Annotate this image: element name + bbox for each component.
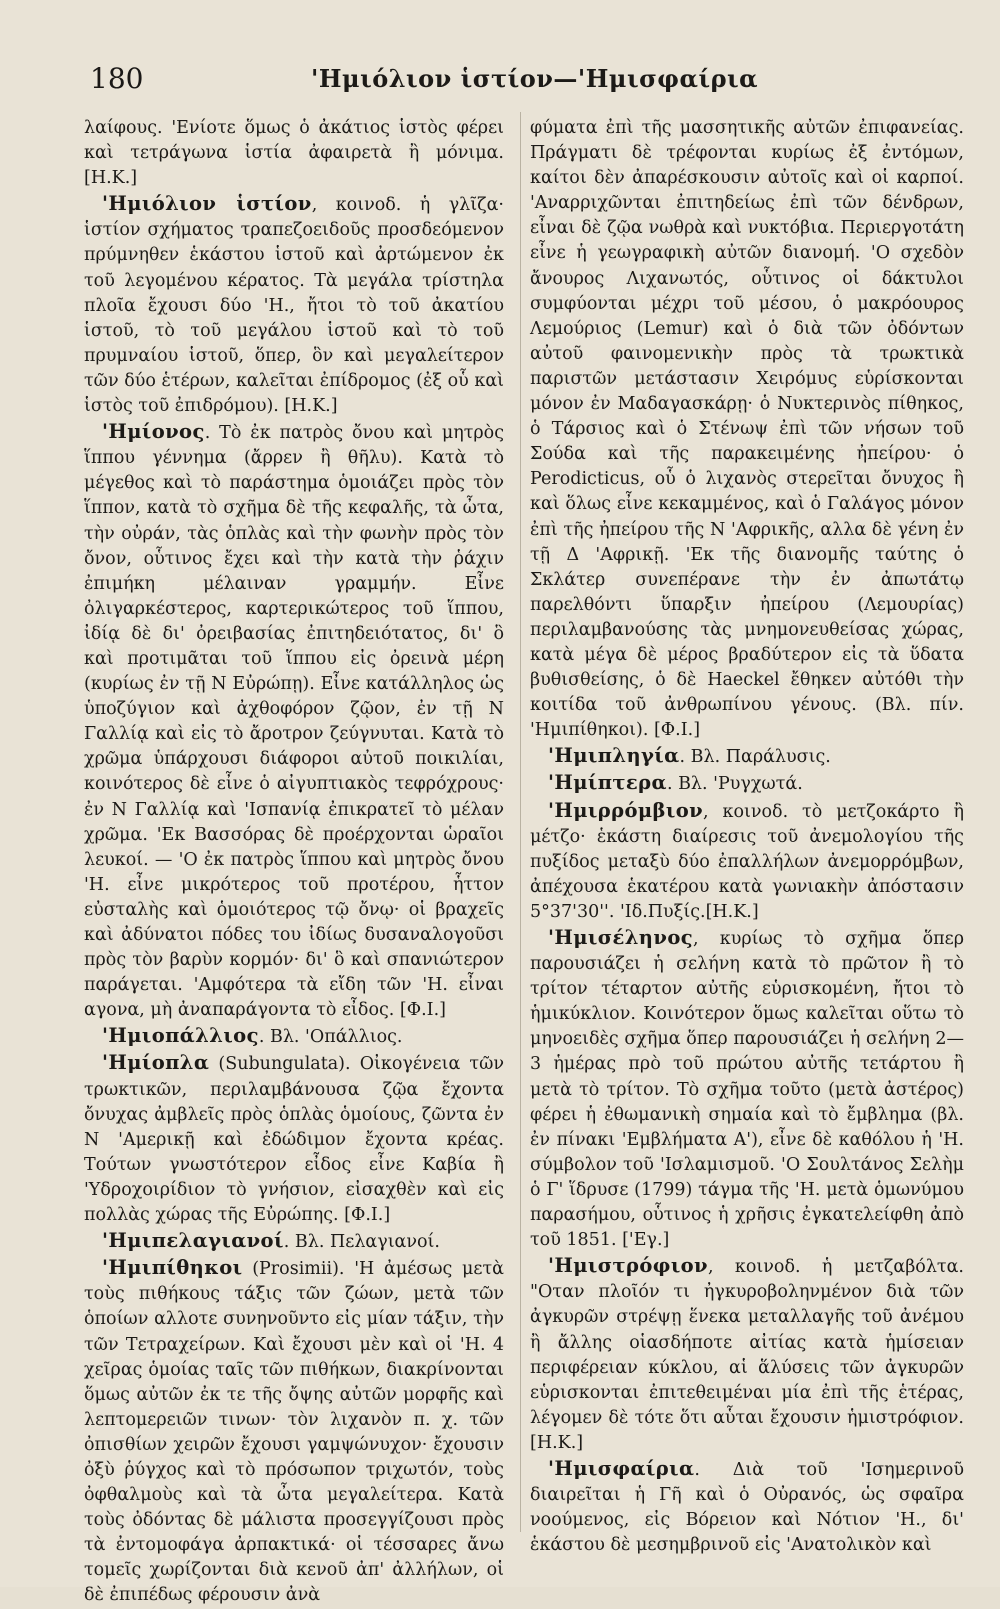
entry (84, 419, 504, 1023)
entry: λαίφους. 'Ενίοτε ὅμως ὁ ἀκάτιος ἱστὸς φέρει καὶ τετράγωνα ἱστία ἀφαιρετὰ ἢ μόνιμα. [Η.Κ.] (84, 118, 504, 189)
headword: 'Ημίονος (102, 420, 205, 444)
entry (84, 1050, 504, 1228)
entry-text: . Βλ. Πελαγιανοί. (283, 1232, 440, 1253)
entry-text: , κοινοδ. τὸ μετζοκάρτο ἢ μέτζο· ἑκάστη διαίρεσις τοῦ ἀνεμολογίου τῆς πυξίδος μεταξὺ δύο ἐπαλλήλων ἀνεμορρόμβων, ἀπέχουσα ἑκατέρου κατὰ γωνιακὴν ἀπόστασιν 5°37'30''. 'Ιδ.Πυξίς.[Η.Κ.] (530, 801, 964, 922)
entry (84, 191, 504, 419)
entry-text: , κυρίως τὸ σχῆμα ὅπερ παρουσιάζει ἡ σελήνη κατὰ τὸ πρῶτον ἢ τὸ τρίτον τέταρτον αὐτῆς εὑρισκομένη, ἤτοι τὸ ἡμικύκλιον. Κοινότερον ὅμως καλεῖται οὕτω τὸ μηνοειδὲς σχῆμα ὅπερ παρουσιάζει ἡ σελήνη 2—3 ἡμέρας πρὸ τοῦ πρώτου αὐτῆς τετάρτου ἢ μετὰ τὸ τρίτον. Τὸ σχῆμα τοῦτο (μετὰ ἀστέρος) φέρει ἡ ἐθωμανικὴ σημαία καὶ τὸ ἔμβλημα (βλ. ἐν πίνακι 'Εμβλήματα Α'), εἶνε δὲ καθόλου ἡ 'Η. σύμβολον τοῦ 'Ισλαμισμοῦ. 'Ο Σουλτάνος Σελὴμ ὁ Γ' ἵδρυσε (1799) τάγμα τῆς 'Η. μετὰ ὁμωνύμου παρασήμου, οὗτινος ἡ χρῆσις ἐγκατελείφθη ἀπὸ τοῦ 1851. ['Εγ.] (530, 929, 964, 1251)
entry (530, 770, 964, 797)
headword: 'Ημιστρόφιον (548, 1254, 708, 1278)
headword: 'Ημιπελαγιανοί (102, 1229, 284, 1253)
page-header (86, 62, 960, 102)
entry-text: φύματα ἐπὶ τῆς μασσητικῆς αὐτῶν ἐπιφανείας. Πράγματι δὲ τρέφονται κυρίως ἐξ ἐντόμων, καίτοι δὲν ἀπαρέσκουσιν αὐτοῖς καὶ οἱ καρποί. 'Αναρριχῶνται ἐπιτηδείως ἐπὶ τῶν δένδρων, εἶναι δὲ ζῷα νωθρὰ καὶ νυκτόβια. Περιεργοτάτη εἶνε ἡ γεωγραφικὴ αὐτῶν διανομή. 'Ο σχεδὸν ἄνουρος Λιχανωτός, οὗτινος οἱ δάκτυλοι συμφύονται μέχρι τοῦ μέσου, ὁ μακρόουρος Λεμούριος (Lemur) καὶ ὁ διὰ τῶν ὀδόντων αὐτοῦ φαινομενικὴν πρὸς τὰ τρωκτικὰ παριστῶν μετάστασιν Χειρόμυς εὑρίσκονται μόνον ἐν Μαδαγασκάρῃ· ὁ Νυκτερινὸς πίθηκος, ὁ Τάρσιος καὶ ὁ Στένωψ ἐπὶ τῶν νήσων τοῦ Σούδα καὶ τῆς παρακειμένης ἠπείρου· ὁ Perodicticus, οὗ ὁ λιχανὸς στερεῖται ὄνυχος ἢ καὶ ὅλως εἶνε κεκαμμένος, καὶ ὁ Γαλάγος μόνον ἐπὶ τῆς ἠπείρου τῆς Ν 'Αφρικῆς, αλλα δὲ γένη ἐν τῇ Δ 'Αφρικῇ. 'Εκ τῆς διανομῆς ταύτης ὁ Σκλάτερ συνεπέρανε τὴν ἐν ἀπωτάτῳ παρελθόντι ὕπαρξιν ἠπείρου (Λεμουρίας) περιλαμβανούσης τὰς μνημονευθείσας χώρας, κατὰ μέγα δὲ μέρος βραδύτερον εἰς τὰ ὕδατα βυθισθείσης, ὁ δὲ Haeckel ἔθηκεν αὐτόθι τὴν κοιτίδα τοῦ ἀνθρωπίνου γένους. (Βλ. πίν. 'Ημιπίθηκοι). [Φ.Ι.] (530, 118, 964, 741)
entry-text: . Βλ. 'Ρυγχωτά. (666, 774, 803, 795)
entry-text: . Τὸ ἐκ πατρὸς ὄνου καὶ μητρὸς ἵππου γέννημα (ἄρρεν ἢ θῆλυ). Κατὰ τὸ μέγεθος καὶ τὸ παράστημα ὁμοιάζει πρὸς τὸν ἵππον, κατὰ τὸ σχῆμα δὲ τῆς κεφαλῆς, τὰ ὦτα, τὴν οὐράν, τὰς ὁπλὰς καὶ τὴν φωνὴν πρὸς τὸν ὄνον, οὗτινος ἔχει καὶ τὴν κατὰ τὴν ῥάχιν ἐπιμήκη μέλαιναν γραμμήν. Εἶνε ὀλιγαρκέστερος, καρτερικώτερος τοῦ ἵππου, ἰδίᾳ δὲ δι' ὀρειβασίας ἐπιτηδειότατος, δι' ὃ καὶ προτιμᾶται τοῦ ἵππου εἰς ὀρεινὰ μέρη (κυρίως ἐν τῇ Ν Εὐρώπῃ). Εἶνε κατάλληλος ὡς ὑποζύγιον καὶ ἀχθοφόρον ζῷον, ἐν τῇ Ν Γαλλίᾳ καὶ εἰς τὸ ἄροτρον ζεύγνυται. Κατὰ τὸ χρῶμα ὑπάρχουσι διάφοροι αὐτοῦ ποικιλίαι, κοινότερος δὲ εἶνε ὁ αἰγυπτιακὸς τεφρόχρους· ἐν Ν Γαλλίᾳ καὶ 'Ισπανίᾳ ἐπικρατεῖ τὸ μέλαν χρῶμα. 'Εκ Βασσόρας δὲ προέρχονται ὡραῖοι λευκοί. — 'Ο ἐκ πατρὸς ἵππου καὶ μητρὸς ὄνου 'Η. εἶνε μικρότερος τοῦ προτέρου, ἧττον εὐσταλὴς καὶ ὁμοιότερος τῷ ὄνῳ· οἱ βραχεῖς καὶ ἀδύνατοι πόδες του ἰδίως δυσαναλογοῦσι πρὸς τὸν βαρὺν κορμόν· δι' ὃ καὶ σπανιώτερον παράγεται. 'Αμφότερα τὰ εἴδη τῶν 'Η. εἶναι αγονα, μὴ ἀναπαράγοντα τὸ εἶδος. [Φ.Ι.] (84, 423, 504, 1021)
headword: 'Ημισέληνος (548, 926, 693, 949)
headword: 'Ημιρρόμβιον (548, 798, 704, 822)
column-divider (520, 112, 521, 1532)
entry-text: . Βλ. 'Οπάλλιος. (258, 1027, 403, 1048)
entry (84, 1228, 504, 1255)
headword: 'Ημιόλιον ἱστίον (102, 192, 312, 216)
entry-text: . Διὰ τοῦ 'Ισημερινοῦ διαιρεῖται ἡ Γῆ καὶ ὁ Οὐρανός, ὡς σφαῖρα νοούμενος, εἰς Βόρειον καὶ Νότιον 'Η., δι' ἑκάστου δὲ μεσημβρινοῦ εἰς 'Ανατολικὸν καὶ (530, 1459, 964, 1556)
headword: 'Ημισφαίρια (548, 1456, 695, 1480)
headword: 'Ημίοπλα (102, 1051, 210, 1075)
headword: 'Ημιοπάλλιος (102, 1024, 259, 1048)
headword: 'Ημιπίθηκοι (102, 1256, 243, 1280)
entry (530, 743, 964, 770)
entry-text: , κοινοδ. ἡ γλῖζα· ἱστίον σχήματος τραπεζοειδοῦς προσδεόμενον πρύμνηθεν ἑκάστου ἱστοῦ καὶ ἀρτώμενον ἐκ τοῦ λεγομένου κέρατος. Τὰ μεγάλα τρίστηλα πλοῖα ἔχουσι δύο 'Η., ἤτοι τὸ τοῦ ἀκατίου ἱστοῦ, τὸ τοῦ μεγάλου ἱστοῦ καὶ τὸ τοῦ πρυμναίου ἱστοῦ, ὅπερ, ὃν καὶ μεγαλείτερον τῶν δύο ἑτέρων, καλεῖται ἐπίδρομος (ἐξ οὗ καὶ ἱστὸς τοῦ ἐπιδρόμου). [Η.Κ.] (84, 195, 504, 417)
page-number: 180 (90, 62, 144, 95)
entry (84, 1255, 504, 1608)
entry (530, 1253, 964, 1456)
entry (530, 798, 964, 925)
right-column (530, 116, 964, 1558)
entry (530, 1456, 964, 1558)
running-head: 'Ημιόλιον ἱστίον—'Ημισφαίρια (311, 64, 759, 93)
entry-text: (Prosimii). 'Η ἀμέσως μετὰ τοὺς πιθήκους τάξις τῶν ζώων, μετὰ τῶν ὁποίων αλλοτε συνηνοῦντο εἰς μίαν τάξιν, τὴν τῶν Τετραχείρων. Καὶ ἔχουσι μὲν καὶ οἱ 'Η. 4 χεῖρας ὁμοίας ταῖς τῶν πιθήκων, διακρίνονται ὅμως αὐτῶν ἐκ τε τῆς ὄψης αὐτῶν μορφῆς καὶ λεπτομερειῶν τινων· τὸν λιχανὸν π. χ. τῶν ὀπισθίων χειρῶν ἔχουσι γαμψώνυχον· ἔχουσιν ὀξὺ ῥύγχος καὶ τὸ πρόσωπον τριχωτόν, τοὺς ὀφθαλμοὺς καὶ τὰ ὦτα μεγαλείτερα. Κατὰ τοὺς ὀδόντας δὲ μάλιστα προσεγγίζουσι πρὸς τὰ ἐντομοφάγα ἀρπακτικά· οἱ τέσσαρες ἄνω τομεῖς χωρίζονται διὰ κενοῦ ἀπ' ἀλλήλων, οἱ δὲ ἐπιπέδως φέρουσιν ἀνὰ (84, 1259, 504, 1606)
headword: 'Ημιπληγία (548, 744, 680, 768)
entry-text: (Subungulata). Οἰκογένεια τῶν τρωκτικῶν, περιλαμβάνουσα ζῷα ἔχοντα ὄνυχας ἀμβλεῖς πρὸς ὁπλὰς ὁμοίους, ζῶντα ἐν Ν 'Αμερικῇ καὶ ἐδώδιμον ἔχοντα κρέας. Τούτων γνωστότερον εἶδος εἶνε Καβία ἢ 'Υδροχοιρίδιον τὸ γνήσιον, εἰσαχθὲν καὶ εἰς πολλὰς χώρας τῆς Εὐρώπης. [Φ.Ι.] (84, 1054, 504, 1226)
entry-text: . Βλ. Παράλυσις. (679, 747, 831, 768)
entry-text: , κοινοδ. ἡ μετζαβόλτα. "Οταν πλοῖόν τι ἠγκυροβοληνμένον διὰ τῶν ἀγκυρῶν στρέψῃ ἕνεκα μεταλλαγῆς τοῦ ἀνέμου ἢ ἄλλης οἱασδήποτε αἰτίας κατὰ ἡμίσειαν περιφέρειαν κύκλου, αἱ ἅλύσεις τῶν ἀγκυρῶν εὑρισκονται ἐπιτεθειμέναι μία ἐπὶ τῆς ἑτέρας, λέγομεν δὲ τότε ὅτι αὗται ἔχουσιν ἡμιστρόφιον. [Η.Κ.] (530, 1257, 964, 1453)
entry (530, 925, 964, 1253)
entry (84, 1023, 504, 1050)
left-column (84, 116, 504, 1609)
entry (530, 116, 964, 743)
headword: 'Ημίπτερα (548, 771, 667, 795)
